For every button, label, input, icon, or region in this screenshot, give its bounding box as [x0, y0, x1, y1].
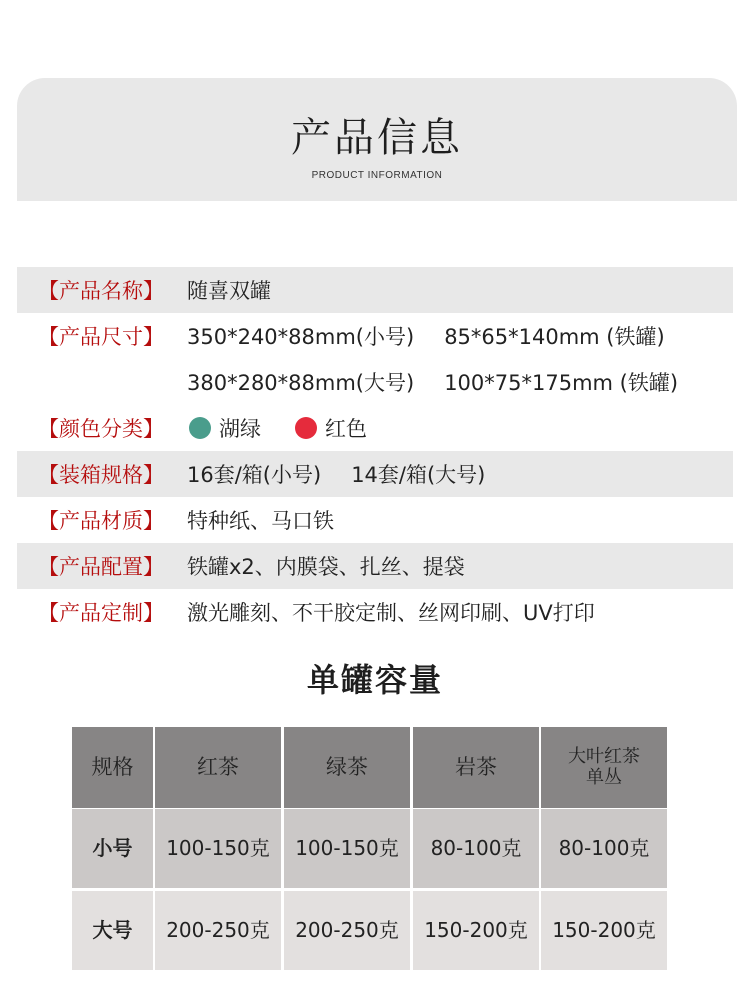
- color-name-green: 湖绿: [219, 417, 261, 441]
- info-row-name: [17, 267, 733, 313]
- packing-small: 16套/箱(小号): [187, 463, 322, 487]
- header-panel: [17, 78, 737, 201]
- size-large-box: 380*280*88mm(大号): [187, 371, 415, 395]
- info-value-config: 铁罐x2、内膜袋、扎丝、提袋: [187, 555, 465, 579]
- info-row-config: [17, 543, 733, 589]
- info-value-material: 特种纸、马口铁: [187, 509, 334, 533]
- info-value-packing: [187, 459, 485, 489]
- table-row-label: 小号: [72, 809, 153, 888]
- table-cell: 100-150克: [155, 809, 281, 888]
- info-value-color: [187, 413, 367, 443]
- info-row-color: [17, 405, 733, 451]
- info-label-size: 【产品尺寸】: [38, 325, 164, 349]
- table-header-cell: 绿茶: [284, 727, 410, 808]
- table-cell: 80-100克: [413, 809, 539, 888]
- table-cell: 80-100克: [541, 809, 667, 888]
- size-small-box: 350*240*88mm(小号): [187, 325, 415, 349]
- size-small-can: 85*65*140mm (铁罐): [444, 325, 665, 349]
- info-label-name: 【产品名称】: [38, 279, 164, 303]
- info-row-material: [17, 497, 733, 543]
- info-label-custom: 【产品定制】: [38, 601, 164, 625]
- capacity-title: 单罐容量: [306, 661, 443, 699]
- info-row-size: [17, 313, 733, 359]
- color-name-red: 红色: [325, 417, 367, 441]
- table-header-cell: 规格: [72, 727, 153, 808]
- page-subtitle: PRODUCT INFORMATION: [311, 170, 443, 181]
- info-row-custom: [17, 589, 733, 635]
- table-header-cell: 大叶红茶 单丛: [541, 727, 667, 808]
- color-swatch-red: [295, 417, 317, 439]
- table-header-cell: 岩茶: [413, 727, 539, 808]
- info-row-size-2: [17, 359, 733, 405]
- info-row-packing: [17, 451, 733, 497]
- packing-large: 14套/箱(大号): [351, 463, 486, 487]
- table-cell: 150-200克: [541, 891, 667, 970]
- table-cell: 100-150克: [284, 809, 410, 888]
- table-cell: 150-200克: [413, 891, 539, 970]
- info-value-size-line1: [187, 321, 665, 351]
- table-cell: 200-250克: [284, 891, 410, 970]
- info-label-color: 【颜色分类】: [38, 417, 164, 441]
- info-value-size-line2: [187, 367, 678, 397]
- info-label-material: 【产品材质】: [38, 509, 164, 533]
- size-large-can: 100*75*175mm (铁罐): [444, 371, 679, 395]
- info-label-packing: 【装箱规格】: [38, 463, 164, 487]
- info-value-custom: 激光雕刻、不干胶定制、丝网印刷、UV打印: [187, 601, 595, 625]
- color-swatch-green: [189, 417, 211, 439]
- table-row-label: 大号: [72, 891, 153, 970]
- info-label-config: 【产品配置】: [38, 555, 164, 579]
- page-title: 产品信息: [291, 115, 463, 161]
- info-value-name: 随喜双罐: [187, 279, 271, 303]
- table-header-cell: 红茶: [155, 727, 281, 808]
- table-cell: 200-250克: [155, 891, 281, 970]
